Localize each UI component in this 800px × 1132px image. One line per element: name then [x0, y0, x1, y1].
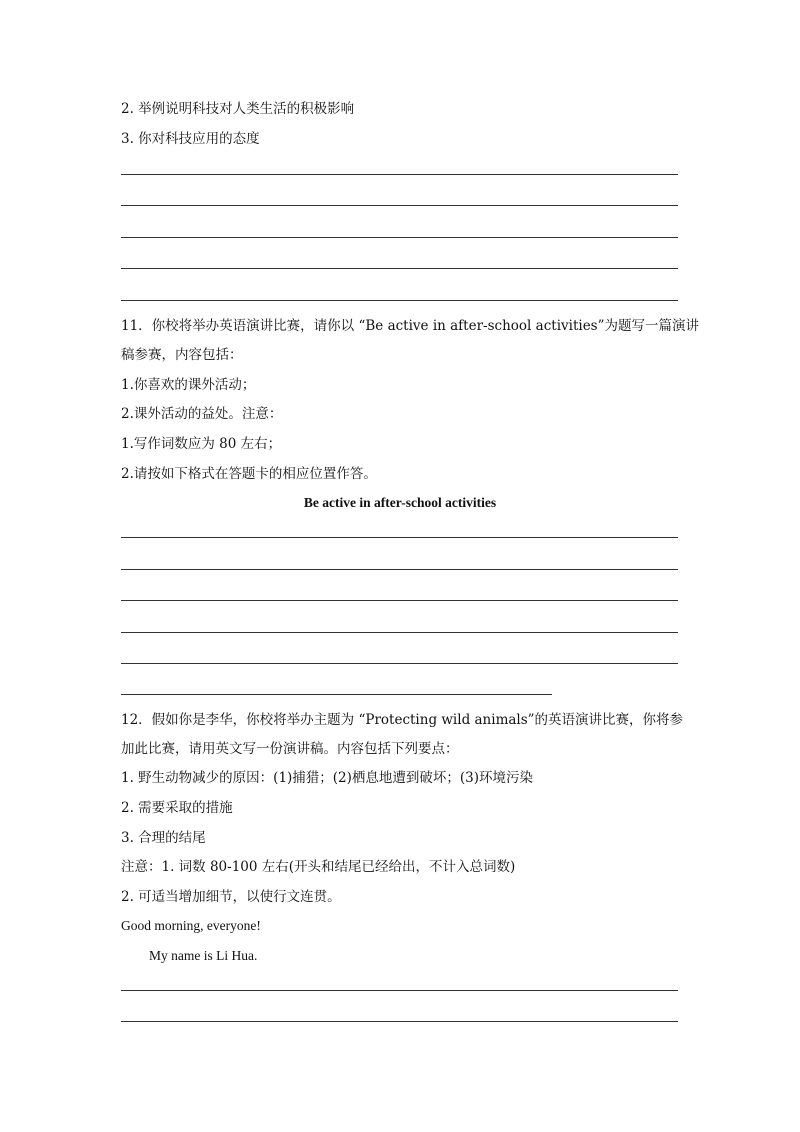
- answer-line[interactable]: [121, 1021, 678, 1022]
- answer-line[interactable]: [121, 205, 678, 206]
- q12-note-2: 2. 可适当增加细节，以使行文连贯。: [121, 889, 341, 905]
- q10-point-3: 3. 你对科技应用的态度: [121, 131, 260, 147]
- q12-opening-1: Good morning, everyone!: [121, 918, 261, 933]
- q12-prompt-line-1: 12．假如你是李华，你校将举办主题为 “Protecting wild animals”的英语演讲比赛，你将参: [121, 712, 684, 728]
- answer-line[interactable]: [121, 268, 678, 269]
- q11-note-1: 1.写作词数应为 80 左右；: [121, 436, 282, 452]
- q11-prompt-line-2: 稿参赛，内容包括：: [121, 347, 243, 363]
- answer-line[interactable]: [121, 537, 678, 538]
- answer-line[interactable]: [121, 694, 552, 695]
- answer-line[interactable]: [121, 174, 678, 175]
- answer-line[interactable]: [121, 569, 678, 570]
- answer-line[interactable]: [121, 632, 678, 633]
- answer-line[interactable]: [121, 237, 678, 238]
- q12-note-1: 注意：1. 词数 80-100 左右(开头和结尾已经给出，不计入总词数): [121, 859, 516, 875]
- q11-essay-title: Be active in after-school activities: [303, 495, 497, 510]
- q12-point-1: 1. 野生动物减少的原因：(1)捕猎；(2)栖息地遭到破坏；(3)环境污染: [121, 770, 534, 786]
- q12-opening-2: My name is Li Hua.: [149, 948, 258, 963]
- answer-line[interactable]: [121, 663, 678, 664]
- answer-line[interactable]: [121, 300, 678, 301]
- answer-line[interactable]: [121, 990, 678, 991]
- q11-prompt-line-1: 11．你校将举办英语演讲比赛，请你以 “Be active in after-school activities”为题写一篇演讲: [121, 318, 700, 334]
- q11-item-2: 2.课外活动的益处。注意：: [121, 406, 283, 422]
- q11-item-1: 1.你喜欢的课外活动；: [121, 377, 256, 393]
- q11-note-2: 2.请按如下格式在答题卡的相应位置作答。: [121, 466, 377, 482]
- q12-point-2: 2. 需要采取的措施: [121, 800, 233, 816]
- q12-prompt-line-2: 加此比赛，请用英文写一份演讲稿。内容包括下列要点：: [121, 741, 459, 757]
- answer-line[interactable]: [121, 600, 678, 601]
- q12-point-3: 3. 合理的结尾: [121, 830, 206, 846]
- q10-point-2: 2. 举例说明科技对人类生活的积极影响: [121, 101, 355, 117]
